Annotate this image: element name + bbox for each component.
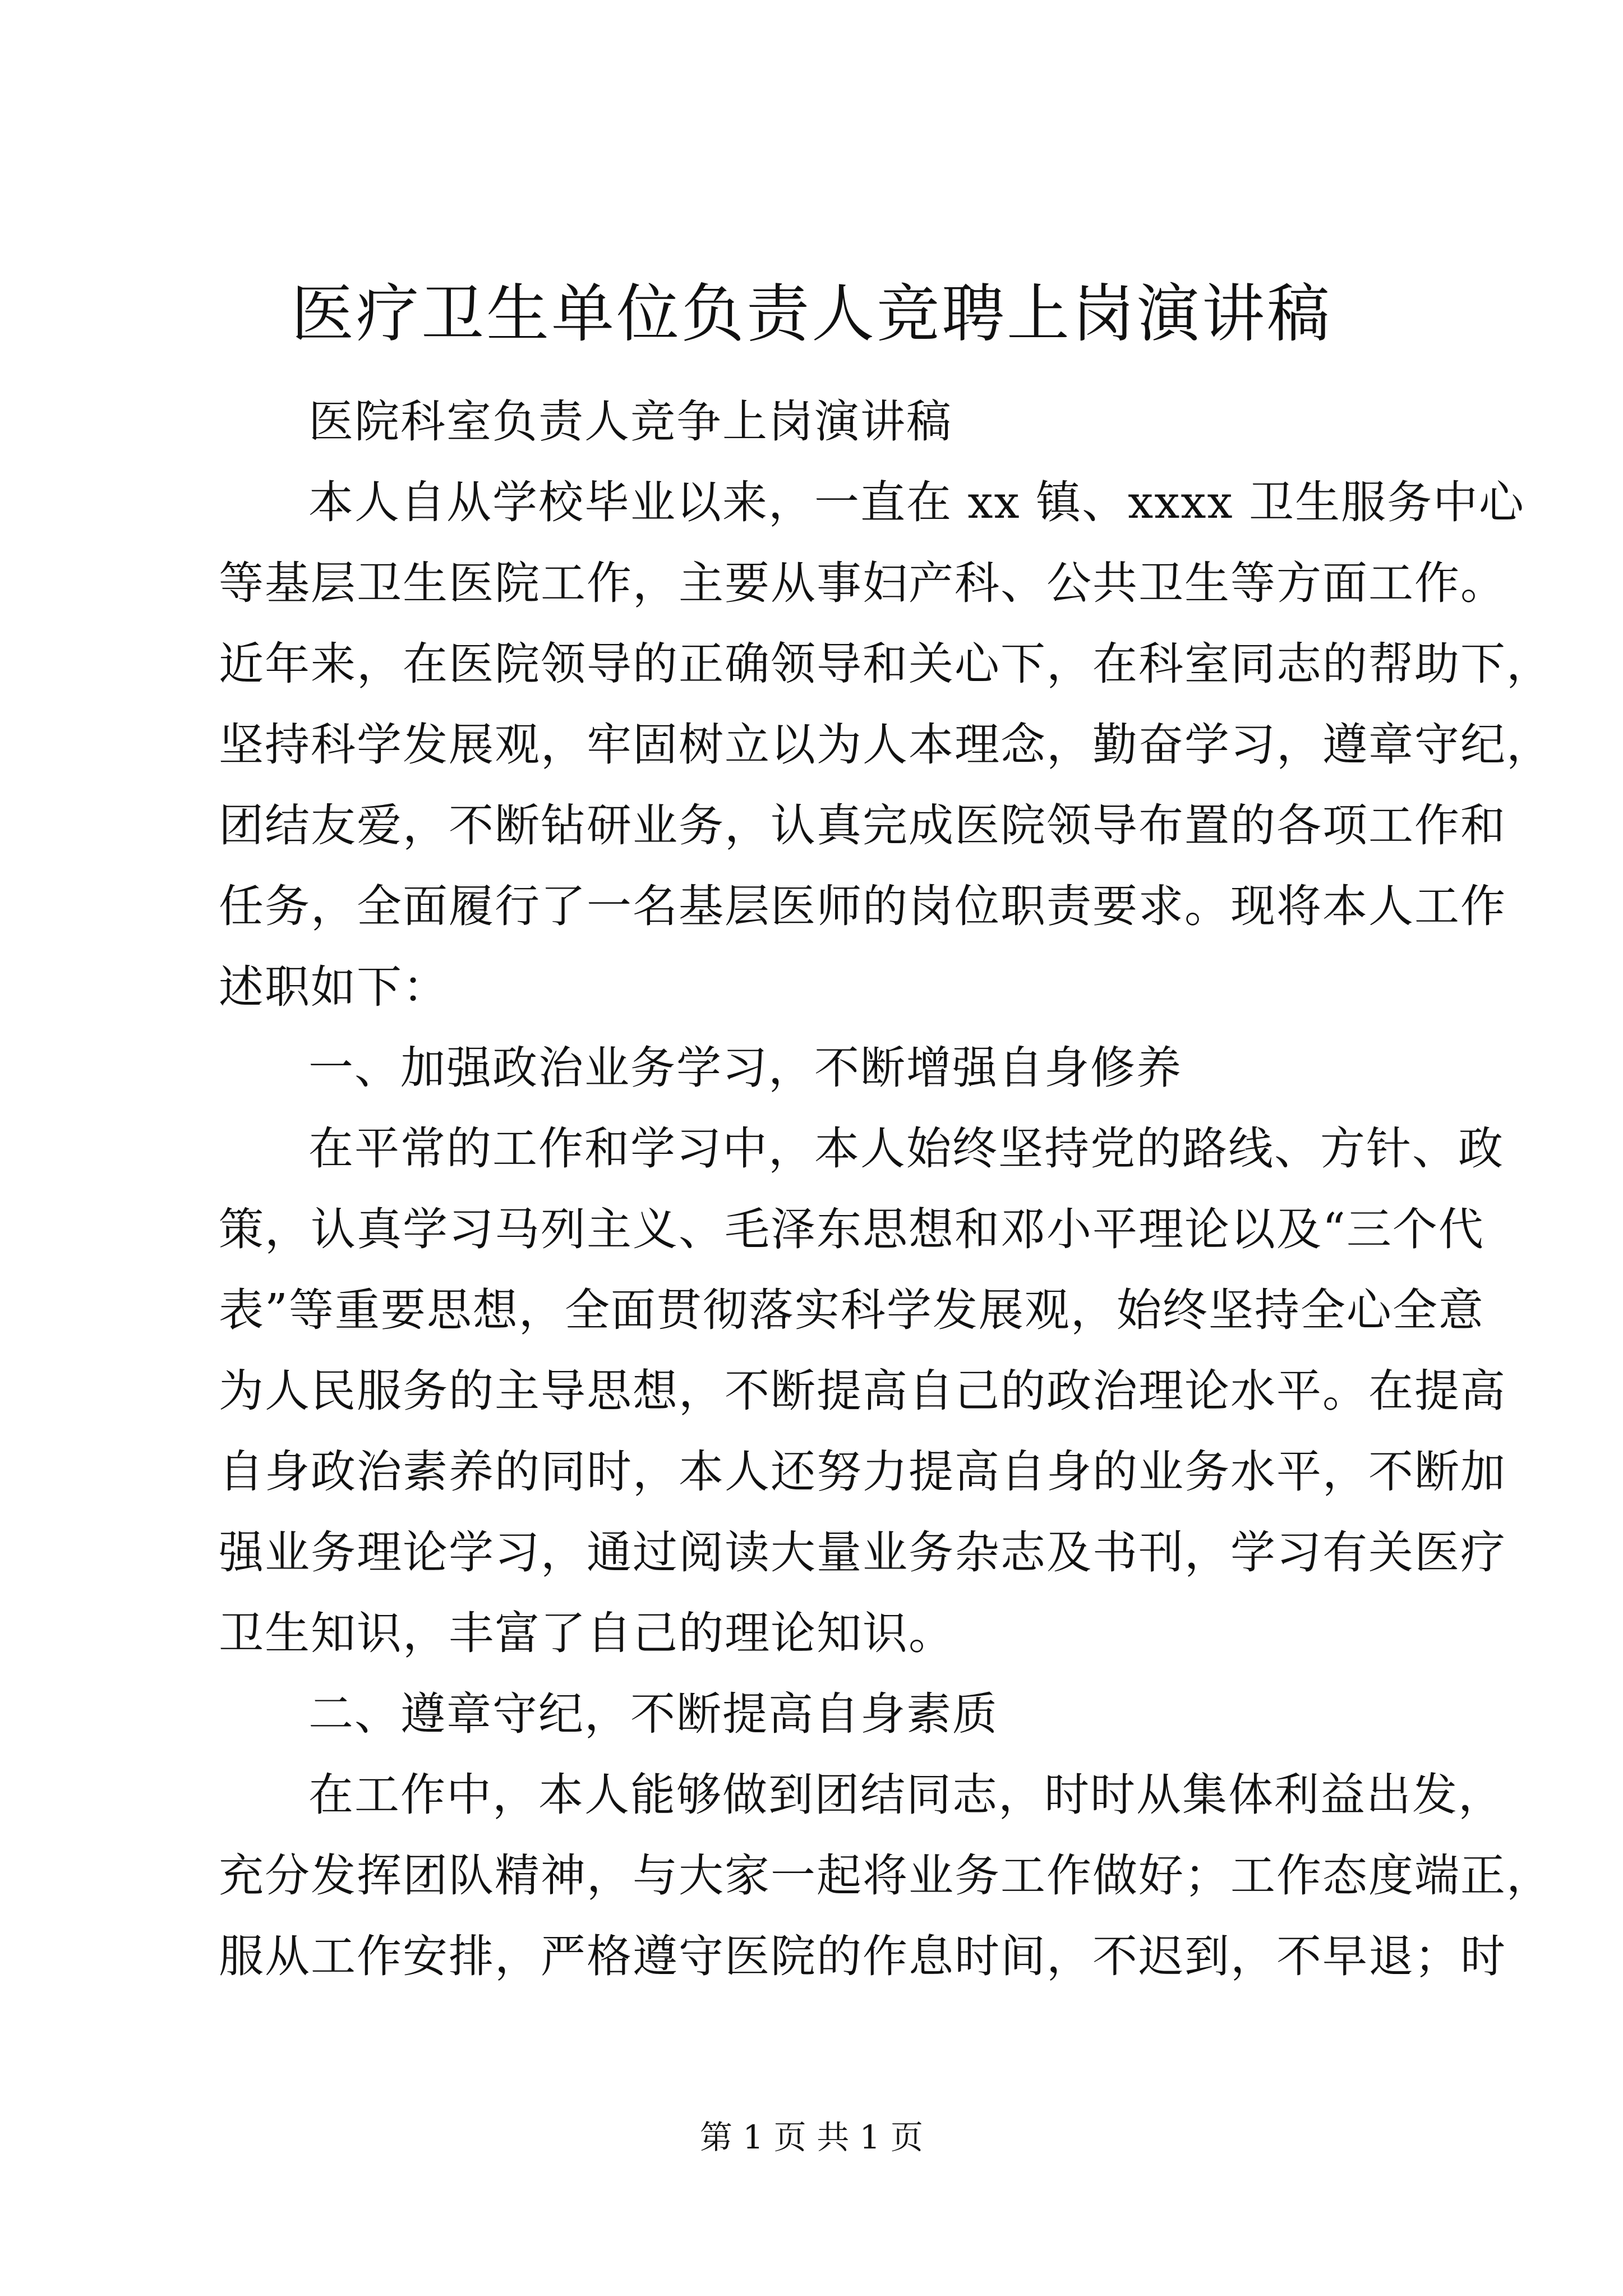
body-line: 在平常的工作和学习中，本人始终坚持党的路线、方针、政 (308, 1122, 1504, 1175)
body-line: 坚持科学发展观，牢固树立以为人本理念，勤奋学习，遵章守纪， (219, 719, 1552, 771)
body-line: 团结友爱，不断钻研业务，认真完成医院领导布置的各项工作和 (219, 799, 1506, 852)
body-line: 充分发挥团队精神，与大家一起将业务工作做好；工作态度端正， (219, 1849, 1552, 1902)
body-line: 表”等重要思想，全面贯彻落实科学发展观，始终坚持全心全意 (219, 1284, 1484, 1336)
body-line: 等基层卫生医院工作，主要从事妇产科、公共卫生等方面工作。 (219, 557, 1506, 609)
body-line: 述职如下： (219, 961, 449, 1013)
body-line: 为人民服务的主导思想，不断提高自己的政治理论水平。在提高 (219, 1365, 1506, 1417)
document-title: 医疗卫生单位负责人竞聘上岗演讲稿 (291, 278, 1332, 351)
body-line: 任务，全面履行了一名基层医师的岗位职责要求。现将本人工作 (219, 880, 1506, 932)
body-line: 策，认真学习马列主义、毛泽东思想和邓小平理论以及“三个代 (219, 1203, 1484, 1255)
body-line: 近年来，在医院领导的正确领导和关心下，在科室同志的帮助下， (219, 638, 1552, 690)
body-line: 自身政治素养的同时，本人还努力提高自身的业务水平，不断加 (219, 1446, 1506, 1498)
body-line: 在工作中，本人能够做到团结同志，时时从集体利益出发， (308, 1769, 1504, 1821)
section-heading: 一、加强政治业务学习，不断增强自身修养 (308, 1042, 1182, 1094)
section-heading: 二、遵章守纪，不断提高自身素质 (308, 1688, 998, 1740)
page-footer: 第 1 页 共 1 页 (700, 2118, 923, 2156)
document-body (219, 381, 1552, 1997)
body-line: 本人自从学校毕业以来，一直在 xx 镇、xxxx 卫生服务中心 (308, 476, 1525, 528)
body-line: 服从工作安排，严格遵守医院的作息时间，不迟到，不早退；时 (219, 1930, 1506, 1982)
body-line: 医院科室负责人竞争上岗演讲稿 (308, 395, 952, 448)
body-line: 强业务理论学习，通过阅读大量业务杂志及书刊，学习有关医疗 (219, 1526, 1506, 1579)
body-line: 卫生知识，丰富了自己的理论知识。 (219, 1607, 955, 1659)
